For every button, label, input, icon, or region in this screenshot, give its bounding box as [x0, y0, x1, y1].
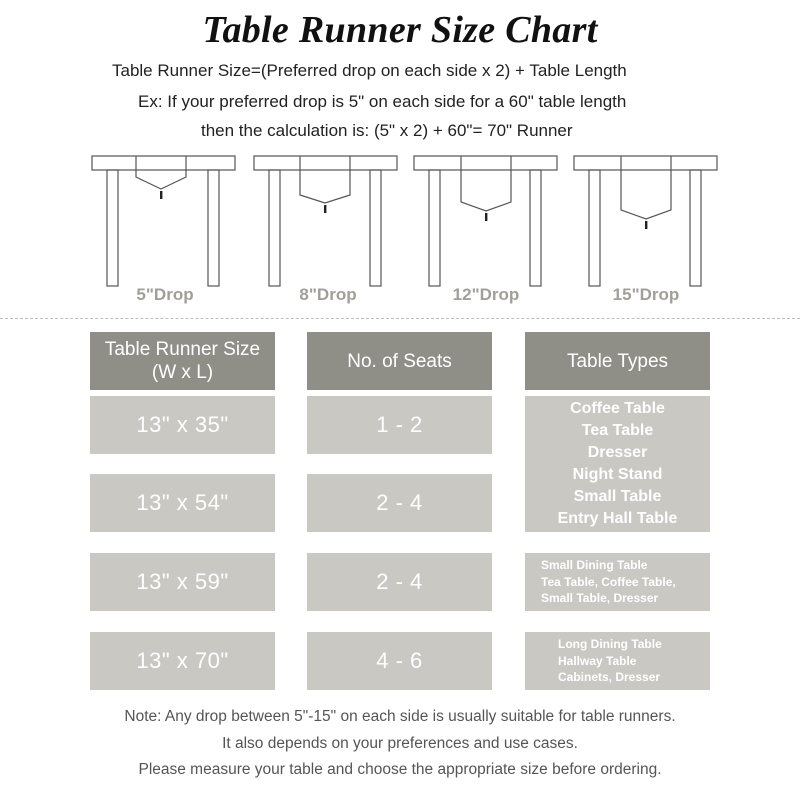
type-item: Small Dining Table [541, 558, 648, 573]
table-diagram-12 [413, 150, 559, 290]
drop-label-8: 8"Drop [299, 285, 357, 304]
type-item: Entry Hall Table [557, 510, 678, 527]
runner-drop [136, 156, 186, 189]
size-cell: 13" x 35" [90, 396, 275, 454]
type-item: Dresser [587, 444, 648, 461]
type-item: Long Dining Table [558, 637, 662, 652]
types-cell-long-dining [525, 632, 710, 690]
table-diagram-8 [253, 150, 399, 290]
example-text: Ex: If your preferred drop is 5" on each side for a 60" table length [138, 92, 627, 111]
drop-label-15: 15"Drop [612, 285, 680, 304]
formula-text: Table Runner Size=(Preferred drop on each side x 2) + Table Length [112, 61, 627, 80]
table-diagram-15 [573, 150, 719, 290]
calculation-text: then the calculation is: (5" x 2) + 60"= 70" Runner [201, 121, 573, 140]
drop-label-12: 12"Drop [452, 285, 520, 304]
seats-cell: 1 - 2 [307, 396, 492, 454]
page-title: Table Runner Size Chart [202, 9, 598, 51]
drop-label-5: 5"Drop [136, 285, 194, 304]
size-cell: 13" x 70" [90, 632, 275, 690]
header-types: Table Types [525, 332, 710, 390]
seats-cell: 2 - 4 [307, 553, 492, 611]
type-item: Night Stand [572, 466, 663, 483]
size-cell: 13" x 54" [90, 474, 275, 532]
types-cell-small-dining [525, 553, 710, 611]
header-size: Table Runner Size (W x L) [90, 332, 275, 390]
type-item: Tea Table, Coffee Table, [541, 574, 676, 589]
type-item: Small Table, Dresser [541, 591, 659, 606]
type-item: Cabinets, Dresser [558, 670, 661, 685]
runner-drop [300, 156, 350, 203]
type-item: Tea Table [581, 422, 654, 439]
note-line-2: It also depends on your preferences and use cases. [222, 735, 578, 752]
note-line-1: Note: Any drop between 5"-15" on each side is usually suitable for table runners. [124, 708, 676, 725]
header-seats: No. of Seats [307, 332, 492, 390]
note-line-3: Please measure your table and choose the appropriate size before ordering. [138, 761, 662, 778]
table-diagram-5 [91, 150, 237, 290]
type-item: Coffee Table [570, 400, 665, 417]
seats-cell: 4 - 6 [307, 632, 492, 690]
size-cell: 13" x 59" [90, 553, 275, 611]
runner-drop [461, 156, 511, 211]
runner-drop [621, 156, 671, 219]
type-item: Hallway Table [558, 653, 637, 668]
seats-cell: 2 - 4 [307, 474, 492, 532]
section-divider [0, 318, 800, 319]
types-cell-small-tables [525, 396, 710, 532]
type-item: Small Table [573, 488, 662, 505]
